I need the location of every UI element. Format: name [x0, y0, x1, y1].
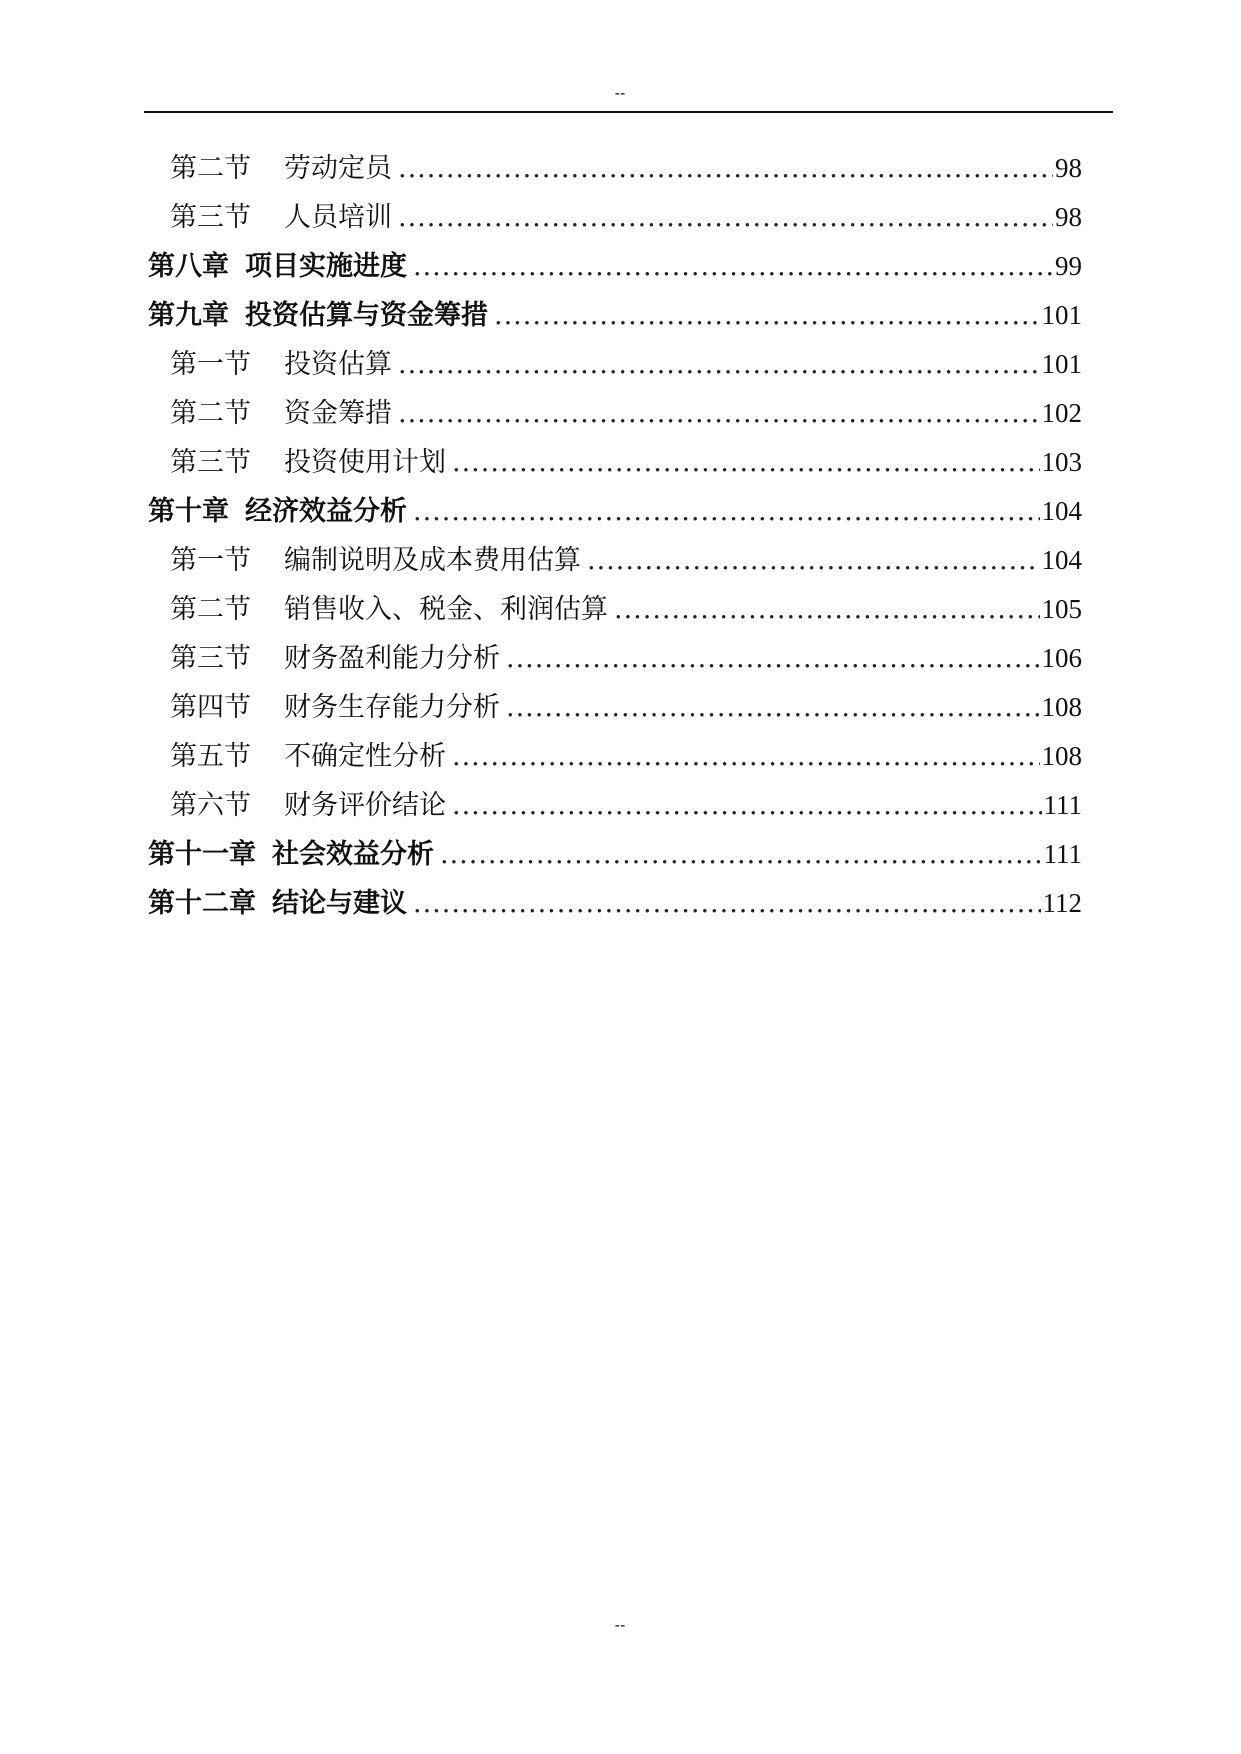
- toc-entry-page-number: 111: [1043, 839, 1082, 869]
- toc-entry-page-number: 108: [1041, 741, 1082, 771]
- toc-entry-title: 经济效益分析: [245, 496, 407, 527]
- toc-section-entry[interactable]: [148, 536, 1082, 585]
- toc-entry-number: 第十二章: [148, 888, 256, 919]
- toc-entry-number: 第五节: [170, 741, 251, 772]
- toc-entry-number: 第二节: [170, 594, 251, 625]
- toc-entry-title: 项目实施进度: [245, 251, 407, 282]
- toc-section-entry[interactable]: [148, 340, 1082, 389]
- toc-entry-title: 编制说明及成本费用估算: [284, 545, 581, 576]
- toc-dot-leader: [506, 634, 1040, 683]
- toc-section-entry[interactable]: [148, 193, 1082, 242]
- toc-dot-leader: [494, 291, 1040, 340]
- toc-section-entry[interactable]: [148, 634, 1082, 683]
- toc-entry-number: 第一节: [170, 545, 251, 576]
- toc-section-entry[interactable]: [148, 585, 1082, 634]
- toc-section-entry[interactable]: [148, 732, 1082, 781]
- toc-chapter-entry[interactable]: [148, 487, 1082, 536]
- toc-dot-leader: [614, 585, 1040, 634]
- toc-section-entry[interactable]: [148, 144, 1082, 193]
- toc-entry-page-number: 98: [1055, 202, 1082, 232]
- toc-entry-page-number: 104: [1041, 545, 1082, 575]
- toc-chapter-entry[interactable]: [148, 830, 1082, 879]
- page-header-mark: --: [614, 85, 626, 102]
- toc-entry-title: 社会效益分析: [272, 839, 434, 870]
- toc-entry-title: 销售收入、税金、利润估算: [284, 594, 608, 625]
- toc-entry-number: 第六节: [170, 790, 251, 821]
- toc-dot-leader: [452, 781, 1042, 830]
- toc-entry-title: 财务生存能力分析: [284, 692, 500, 723]
- toc-entry-number: 第三节: [170, 447, 251, 478]
- toc-entry-title: 人员培训: [284, 202, 392, 233]
- toc-entry-title: 财务盈利能力分析: [284, 643, 500, 674]
- toc-section-entry[interactable]: [148, 389, 1082, 438]
- toc-dot-leader: [398, 144, 1053, 193]
- toc-entry-page-number: 101: [1041, 300, 1082, 330]
- toc-entry-page-number: 101: [1041, 349, 1082, 379]
- toc-entry-title: 投资使用计划: [284, 447, 446, 478]
- header-rule: [144, 111, 1113, 113]
- toc-entry-page-number: 112: [1042, 888, 1082, 918]
- toc-entry-number: 第十章: [148, 496, 229, 527]
- toc-dot-leader: [413, 242, 1053, 291]
- toc-dot-leader: [452, 438, 1040, 487]
- toc-entry-page-number: 111: [1043, 790, 1082, 820]
- toc-entry-title: 劳动定员: [284, 153, 392, 184]
- toc-section-entry[interactable]: [148, 438, 1082, 487]
- toc-entry-page-number: 102: [1041, 398, 1082, 428]
- toc-dot-leader: [440, 830, 1042, 879]
- toc-entry-number: 第八章: [148, 251, 229, 282]
- toc-entry-number: 第一节: [170, 349, 251, 380]
- toc-section-entry[interactable]: [148, 683, 1082, 732]
- toc-entry-title: 投资估算: [284, 349, 392, 380]
- toc-entry-number: 第三节: [170, 202, 251, 233]
- toc-entry-title: 结论与建议: [272, 888, 407, 919]
- toc-entry-number: 第十一章: [148, 839, 256, 870]
- toc-dot-leader: [413, 879, 1041, 928]
- toc-entry-page-number: 105: [1041, 594, 1082, 624]
- toc-entry-number: 第二节: [170, 153, 251, 184]
- toc-dot-leader: [398, 193, 1053, 242]
- page-footer-mark: --: [614, 1617, 626, 1634]
- toc-entry-number: 第三节: [170, 643, 251, 674]
- toc-entry-number: 第九章: [148, 300, 229, 331]
- toc-entry-page-number: 99: [1055, 251, 1082, 281]
- toc-entry-page-number: 108: [1041, 692, 1082, 722]
- toc-entry-page-number: 106: [1041, 643, 1082, 673]
- toc-chapter-entry[interactable]: [148, 242, 1082, 291]
- toc-dot-leader: [398, 389, 1040, 438]
- toc-chapter-entry[interactable]: [148, 879, 1082, 928]
- toc-dot-leader: [413, 487, 1040, 536]
- toc-entry-title: 资金筹措: [284, 398, 392, 429]
- table-of-contents: [148, 144, 1082, 928]
- toc-dot-leader: [587, 536, 1040, 585]
- toc-entry-page-number: 103: [1041, 447, 1082, 477]
- toc-dot-leader: [452, 732, 1040, 781]
- toc-section-entry[interactable]: [148, 781, 1082, 830]
- toc-entry-title: 不确定性分析: [284, 741, 446, 772]
- toc-entry-number: 第四节: [170, 692, 251, 723]
- toc-dot-leader: [398, 340, 1040, 389]
- toc-entry-title: 投资估算与资金筹措: [245, 300, 488, 331]
- toc-entry-page-number: 98: [1055, 153, 1082, 183]
- toc-dot-leader: [506, 683, 1040, 732]
- toc-entry-page-number: 104: [1041, 496, 1082, 526]
- toc-chapter-entry[interactable]: [148, 291, 1082, 340]
- toc-entry-number: 第二节: [170, 398, 251, 429]
- toc-entry-title: 财务评价结论: [284, 790, 446, 821]
